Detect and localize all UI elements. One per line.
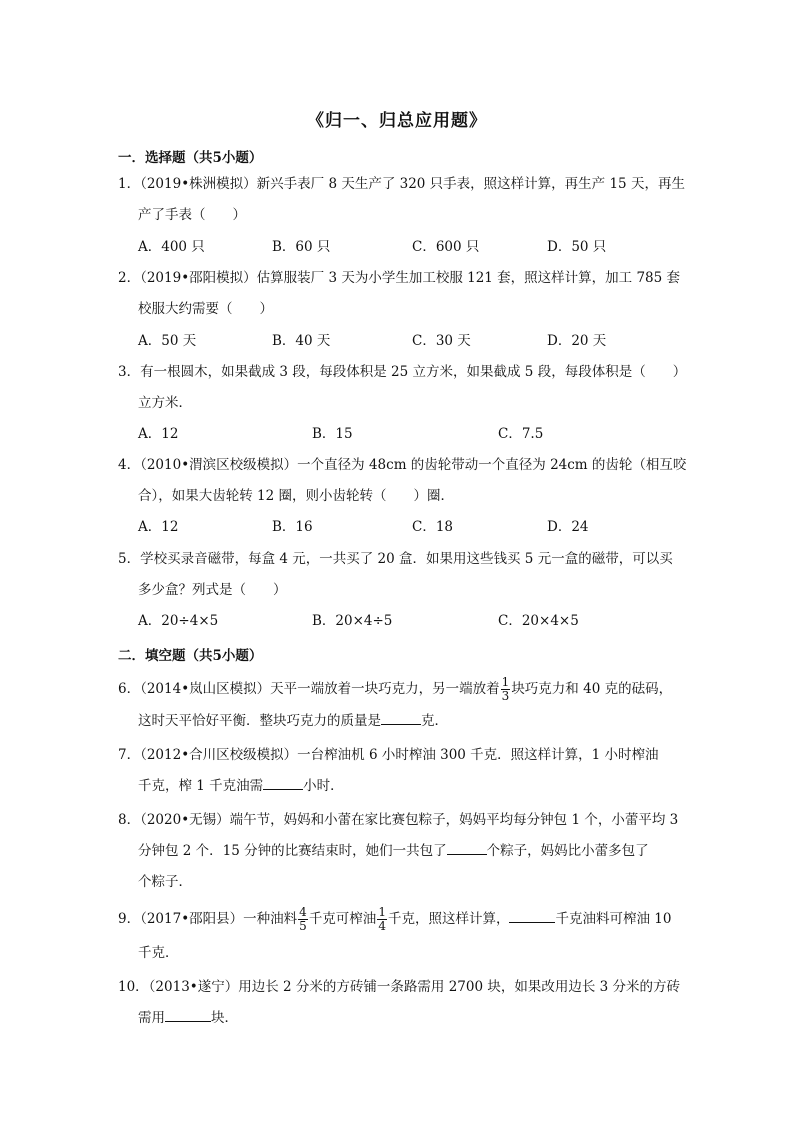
answer-blank[interactable]: [509, 910, 555, 923]
question-7-text-a: 千克，榨 1 千克油需: [138, 778, 264, 794]
question-1-option-d: D．50 只: [547, 239, 607, 255]
question-9-text-a: 9．（2017•邵阳县）一种油料: [118, 911, 298, 927]
question-4-option-b: B．16: [272, 519, 313, 535]
question-3-line-1: 3．有一根圆木，如果截成 3 段，每段体积是 25 立方米，如果截成 5 段，每段体积是（ ）: [118, 364, 687, 380]
question-1-line-2: 产了手表（ ）: [138, 207, 246, 223]
question-10-line-2: [138, 1008, 238, 1028]
question-1-line-1: 1．（2019•株洲模拟）新兴手表厂 8 天生产了 320 只手表，照这样计算，再生产 15 天，再生: [118, 176, 685, 192]
section-heading-choice: 一．选择题（共5小题）: [118, 150, 263, 166]
question-5-option-a: A．20÷4×5: [138, 613, 219, 629]
question-6-text-d: 克．: [421, 713, 448, 729]
fraction-denominator: 4: [378, 919, 386, 933]
question-4-line-2: 合），如果大齿轮转 12 圈，则小齿轮转（ ）圈．: [138, 488, 455, 504]
fraction-denominator: 3: [501, 689, 510, 703]
answer-blank[interactable]: [263, 777, 303, 790]
fraction-one-third: [501, 676, 511, 703]
fraction-numerator: 1: [378, 905, 386, 919]
question-2-line-1: 2．（2019•邵阳模拟）估算服装厂 3 天为小学生加工校服 121 套，照这样计算，加工 785 套: [118, 270, 681, 286]
question-6-line-2: [138, 711, 448, 731]
question-1-option-c: C．600 只: [412, 239, 480, 255]
question-9-text-b: 千克可榨油: [308, 911, 377, 927]
question-4-line-1: 4．（2010•渭滨区校级模拟）一个直径为 48cm 的齿轮带动一个直径为 24cm 的齿轮（相互咬: [118, 457, 687, 473]
answer-blank[interactable]: [165, 1009, 211, 1022]
answer-blank[interactable]: [381, 712, 421, 725]
fraction-numerator: 4: [299, 905, 307, 919]
question-6-line-1: [118, 676, 672, 703]
question-5-option-c: C．20×4×5: [498, 613, 579, 629]
question-8-line-2: [138, 841, 649, 861]
question-6-text-b: 块巧克力和 40 克的砝码，: [511, 681, 673, 697]
question-7-line-2: [138, 776, 344, 796]
question-1-option-b: B．60 只: [272, 239, 331, 255]
question-8-text-a: 分钟包 2 个．15 分钟的比赛结束时，她们一共包了: [138, 843, 447, 859]
answer-blank[interactable]: [447, 842, 487, 855]
question-2-line-2: 校服大约需要（ ）: [138, 301, 273, 317]
question-2-option-b: B．40 天: [272, 333, 331, 349]
question-4-option-c: C．18: [412, 519, 454, 535]
question-5-line-1: 5．学校买录音磁带，每盒 4 元，一共买了 20 盒．如果用这些钱买 5 元一盒的磁带，可以买: [118, 551, 673, 567]
question-4-option-a: A．12: [138, 519, 179, 535]
question-8-line-3: 个粽子．: [138, 874, 192, 890]
question-10-text-b: 块．: [211, 1010, 238, 1026]
question-9-text-c: 千克，照这样计算，: [387, 911, 510, 927]
question-5-option-b: B．20×4÷5: [312, 613, 393, 629]
question-9-text-d: 千克油料可榨油 10: [555, 911, 672, 927]
question-3-line-2: 立方米．: [138, 395, 192, 411]
question-3-option-b: B．15: [312, 426, 353, 442]
question-9-line-2: 千克．: [138, 945, 179, 961]
question-2-option-d: D．20 天: [547, 333, 607, 349]
question-8-line-1: 8．（2020•无锡）端午节，妈妈和小蕾在家比赛包粽子，妈妈平均每分钟包 1 个，小蕾平均 3: [118, 812, 679, 828]
question-4-option-d: D．24: [547, 519, 589, 535]
question-5-line-2: 多少盒？列式是（ ）: [138, 582, 287, 598]
question-6-text-c: 这时天平恰好平衡．整块巧克力的质量是: [138, 713, 381, 729]
section-heading-fill-in: 二．填空题（共5小题）: [118, 648, 263, 664]
question-10-line-1: 10．（2013•遂宁）用边长 2 分米的方砖铺一条路需用 2700 块，如果改用边长 3 分米的方砖: [118, 979, 681, 995]
question-7-text-b: 小时．: [303, 778, 344, 794]
fraction-four-fifths: [298, 906, 308, 933]
question-7-line-1: 7．（2012•合川区校级模拟）一台榨油机 6 小时榨油 300 千克．照这样计算，1 小时榨油: [118, 747, 659, 763]
page-title: 《归一、归总应用题》: [307, 111, 487, 131]
question-9-line-1: [118, 906, 671, 933]
question-6-text-a: 6．（2014•岚山区模拟）天平一端放着一块巧克力，另一端放着: [118, 681, 500, 697]
question-2-option-c: C．30 天: [412, 333, 471, 349]
fraction-one-fourth: [377, 906, 387, 933]
fraction-denominator: 5: [299, 919, 307, 933]
question-2-option-a: A．50 天: [138, 333, 197, 349]
question-3-option-a: A．12: [138, 426, 179, 442]
question-10-text-a: 需用: [138, 1010, 165, 1026]
question-1-option-a: A．400 只: [138, 239, 205, 255]
fraction-numerator: 1: [501, 675, 510, 689]
question-8-text-b: 个粽子，妈妈比小蕾多包了: [486, 843, 649, 859]
question-3-option-c: C．7.5: [498, 426, 544, 442]
